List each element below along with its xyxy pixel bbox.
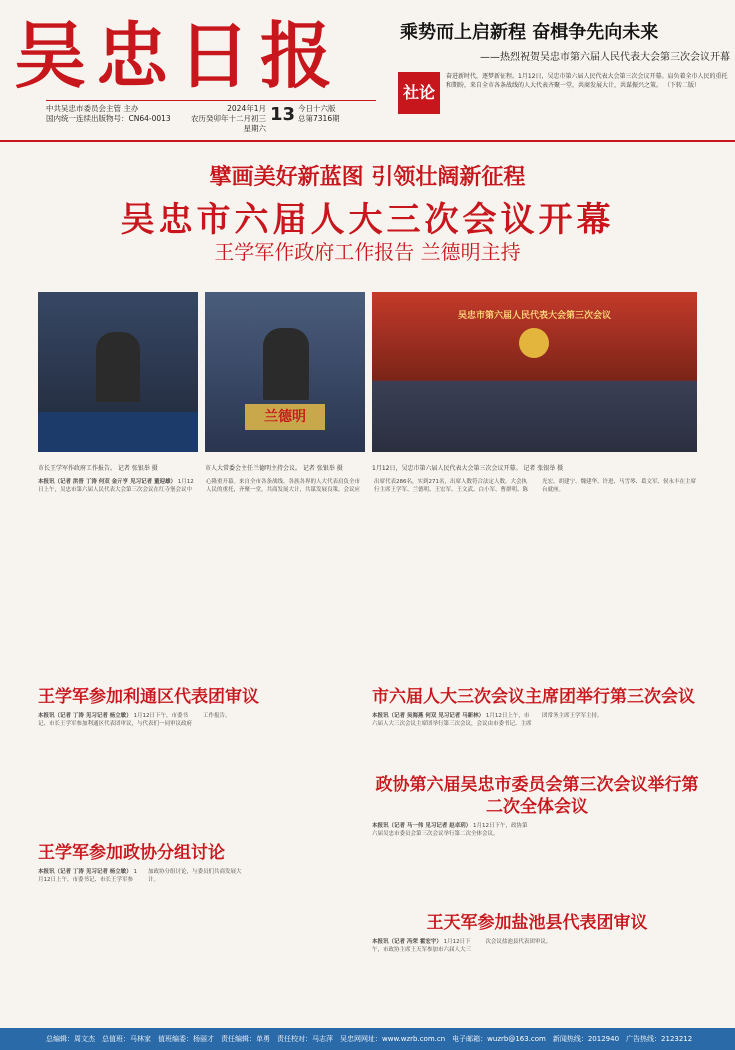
footer-bar xyxy=(0,1028,735,1050)
lunar-date: 农历癸卯年十二月初三 星期六 xyxy=(191,114,266,133)
masthead-divider xyxy=(0,140,735,142)
editorial-label: 社论 xyxy=(398,72,440,114)
masthead-pages xyxy=(298,104,376,124)
lead-byline: 本报讯（记者 洪晋 丁涛 何双 金亓亨 见习记者 董迎雄） xyxy=(38,479,176,485)
photo-mayor-report xyxy=(38,292,198,452)
editorial-header xyxy=(400,18,730,63)
nameplate: 兰德明 xyxy=(245,404,325,430)
total-issue: 总第7316期 xyxy=(298,114,340,123)
podium xyxy=(38,412,198,452)
section-title-cppcc-group: 王学军参加政协分组讨论 xyxy=(38,843,225,863)
section-text: 1月12日下午，市政协主席王天军参加市六届人大三次会议盐池县代表团审议。 xyxy=(372,939,552,953)
section-text: 1月12日下午，政协第六届吴忠市委员会第三次会议举行第二次全体会议。 xyxy=(372,823,528,837)
hall-banner: 吴忠市第六届人民代表大会第三次会议 xyxy=(457,311,611,321)
section-title-cppcc: 政协第六届吴忠市委员会第三次会议举行第二次全体会议 xyxy=(375,775,699,817)
section-text: 1月12日上午，市委书记、市长王学军参加政协分组讨论，与委员们共商发展大计。 xyxy=(38,869,242,883)
editorial-subtitle: ——热烈祝贺吴忠市第六届人民代表大会第三次会议开幕 xyxy=(480,52,730,63)
section-byline: 本报讯（记者 马一伟 见习记者 赵卓玥） xyxy=(372,823,472,829)
section-text: 1月12日下午，市委书记、市长王学军参加利通区代表团审议，与代表们一同审议政府工作报告。 xyxy=(38,713,231,727)
photo-assembly-hall xyxy=(372,292,697,452)
cn-number: 国内统一连续出版物号：CN64-0013 xyxy=(46,114,171,123)
caption-right: 1月12日，吴忠市第六届人民代表大会第三次会议开幕。 记者 张银举 摄 xyxy=(372,465,564,472)
footer-credits: 总编辑：周文杰 总值班：马林家 值班编委：杨丽才 责任编辑：单勇 责任校对：马志萍 吴忠网网址：www.wzrb.com.cn 电子邮箱：wuzrb@163.com 新闻热线：2012940 广告热线：2123212 xyxy=(46,1035,693,1043)
masthead-rule xyxy=(46,100,376,101)
section-text: 1月12日上午，市六届人大三次会议主席团举行第三次会议，会议由市委书记、主席团常务主席王学军主持。 xyxy=(372,713,603,727)
editorial-title: 乘势而上启新程 奋楫争先向未来 xyxy=(400,22,659,43)
section-body-cppcc-group xyxy=(38,868,358,1018)
section-body-yanchi xyxy=(372,938,702,1020)
editorial-body xyxy=(446,72,728,120)
section-title-yanchi: 王天军参加盐池县代表团审议 xyxy=(426,913,648,933)
section-byline: 本报讯（记者 冯荣 霍宏宇） xyxy=(372,939,442,945)
section-body-litong xyxy=(38,712,358,832)
editorial-continued: （下转二版） xyxy=(663,82,700,89)
page-count: 今日十六版 xyxy=(298,104,336,113)
section-title-litong: 王学军参加利通区代表团审议 xyxy=(38,687,259,707)
caption-left: 市长王学军作政府工作报告。 记者 张银举 摄 xyxy=(38,465,158,472)
photo-chairman xyxy=(205,292,365,452)
section-byline: 本报讯（记者 丁涛 见习记者 杨立敏） xyxy=(38,869,132,875)
issue-number: 13 xyxy=(270,104,296,125)
section-body-presidium xyxy=(372,712,702,768)
section-byline: 本报讯（记者 吴海燕 何双 见习记者 马新林） xyxy=(372,713,485,719)
emblem-icon xyxy=(519,328,549,358)
speaker-figure xyxy=(96,332,140,402)
caption-mid: 市人大常委会主任兰德明主持会议。 记者 张银举 摄 xyxy=(205,465,343,472)
section-byline: 本报讯（记者 丁涛 见习记者 杨立敏） xyxy=(38,713,132,719)
section-body-cppcc xyxy=(372,822,702,918)
section-title-presidium: 市六届人大三次会议主席团举行第三次会议 xyxy=(372,687,695,707)
headline-subtitle: 王学军作政府工作报告 兰德明主持 xyxy=(214,240,521,264)
headline-main: 吴忠市六届人大三次会议开幕 xyxy=(120,200,615,240)
newspaper-logo: 吴忠日报 xyxy=(14,13,343,98)
editorial-text: 奋进新时代，逐梦新征程。1月12日，吴忠市第六届人民代表大会第三次会议开幕。肩负着全市人民的重托和期盼，来自全市各条战线的人大代表齐聚一堂，共商发展大计，共谋振兴之策。 xyxy=(446,73,728,89)
lead-body: 1月12日上午，吴忠市第六届人民代表大会第三次会议在红寺堡会议中心隆重开幕。来自全市各条战线、各族各界的人大代表肩负全市人民的重托，齐聚一堂，共商发展大计，共谋发展良策。会议应出席代表286名，实到271名，出席人数符合法定人数。大会执行主席王学军、兰德明、王宏军、王文武、白小军、曹群明、陈光宏、胡建宁、魏建华、许进、马雪琴、葛文军、侯永丰在主席台就座。 xyxy=(38,479,697,493)
chairman-figure xyxy=(263,328,309,400)
headline-kicker: 擘画美好新蓝图 引领壮阔新征程 xyxy=(209,165,526,190)
masthead-date xyxy=(190,104,266,134)
date: 2024年1月 xyxy=(227,104,266,113)
publisher: 中共吴忠市委员会主管 主办 xyxy=(46,104,139,113)
lead-article xyxy=(38,478,698,678)
